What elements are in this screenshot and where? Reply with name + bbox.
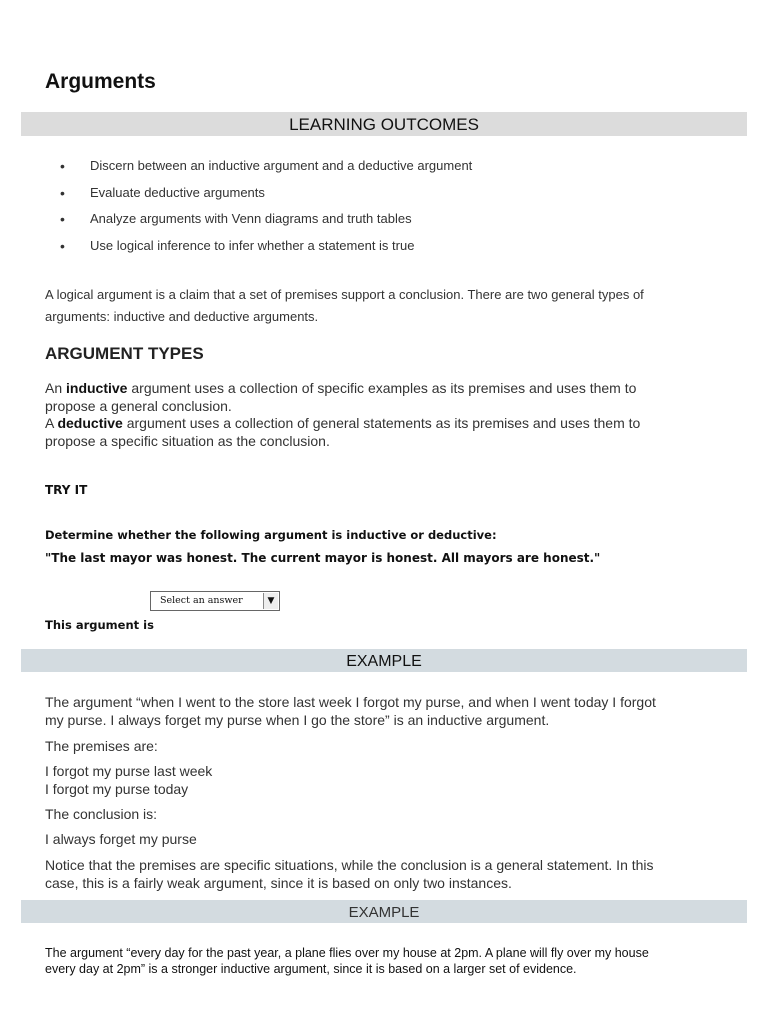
example-2-paragraph (45, 945, 745, 977)
notice-paragraph (45, 857, 735, 892)
premise-item: I forgot my purse today (45, 780, 189, 797)
deductive-prefix: A (45, 415, 58, 431)
intro-paragraph (45, 284, 725, 328)
notice-line: case, this is a fairly weak argument, since it is based on only two instances. (45, 874, 512, 891)
list-item (60, 209, 472, 236)
example-line: The argument “when I went to the store last week I forgot my purse, and when I went today I forgot (45, 694, 656, 710)
list-item (60, 183, 472, 210)
chevron-down-icon[interactable]: ▼ (263, 593, 278, 609)
deductive-term: deductive (57, 415, 123, 431)
bullet-icon: • (60, 184, 65, 201)
try-it-quote: "The last mayor was honest. The current mayor is honest. All mayors are honest." (45, 551, 601, 565)
outcome-text: Use logical inference to infer whether a statement is true (90, 237, 415, 253)
bullet-icon: • (60, 237, 65, 254)
premise-item: I forgot my purse last week (45, 763, 213, 779)
list-item (60, 156, 472, 183)
example-paragraph (45, 694, 735, 729)
example-2-line: every day at 2pm” is a stronger inductive argument, since it is based on a larger set of evidence. (45, 962, 577, 976)
answer-label: This argument is (45, 618, 154, 632)
bullet-icon: • (60, 211, 65, 227)
conclusion-label: The conclusion is: (45, 806, 158, 822)
example-2-line: The argument “every day for the past year, a plane flies over my house at 2pm. A plane will fly over my house (45, 946, 649, 960)
inductive-line-2: propose a general conclusion. (45, 397, 232, 414)
example-heading: EXAMPLE (21, 649, 747, 672)
argument-types-paragraph (45, 380, 735, 450)
try-it-label: TRY IT (45, 483, 88, 497)
conclusion-text: I always forget my purse (45, 831, 197, 847)
intro-line: arguments: inductive and deductive arguments. (45, 309, 319, 324)
notice-line: Notice that the premises are specific situations, while the conclusion is a general statement. In this (45, 857, 654, 873)
example-line: my purse. I always forget my purse when I go the store” is an inductive argument. (45, 711, 550, 728)
list-item (60, 236, 472, 263)
outcome-text: Evaluate deductive arguments (90, 184, 265, 200)
example-2-heading: EXAMPLE (21, 900, 747, 923)
learning-outcomes-list (60, 156, 472, 262)
bullet-icon: • (60, 158, 65, 174)
inductive-term: inductive (66, 380, 128, 396)
premises-list (45, 763, 735, 798)
deductive-desc: argument uses a collection of general statements as its premises and uses them to (122, 415, 641, 431)
deductive-line (45, 415, 735, 433)
outcome-text: Analyze arguments with Venn diagrams and truth tables (90, 211, 412, 226)
try-it-question: Determine whether the following argument is inductive or deductive: (45, 528, 497, 542)
answer-select[interactable] (150, 591, 280, 611)
argument-types-heading: ARGUMENT TYPES (45, 344, 204, 363)
inductive-line (45, 380, 735, 398)
learning-outcomes-heading: LEARNING OUTCOMES (21, 112, 747, 136)
page-title: Arguments (45, 70, 156, 93)
inductive-prefix: An (45, 380, 67, 396)
outcome-text: Discern between an inductive argument and a deductive argument (90, 158, 473, 173)
inductive-desc: argument uses a collection of specific examples as its premises and uses them to (127, 380, 637, 396)
deductive-line-2: propose a specific situation as the conclusion. (45, 432, 330, 449)
premises-label: The premises are: (45, 738, 158, 754)
intro-line: A logical argument is a claim that a set of premises support a conclusion. There are two general types of (45, 287, 644, 302)
answer-select-value: Select an answer (160, 595, 243, 606)
